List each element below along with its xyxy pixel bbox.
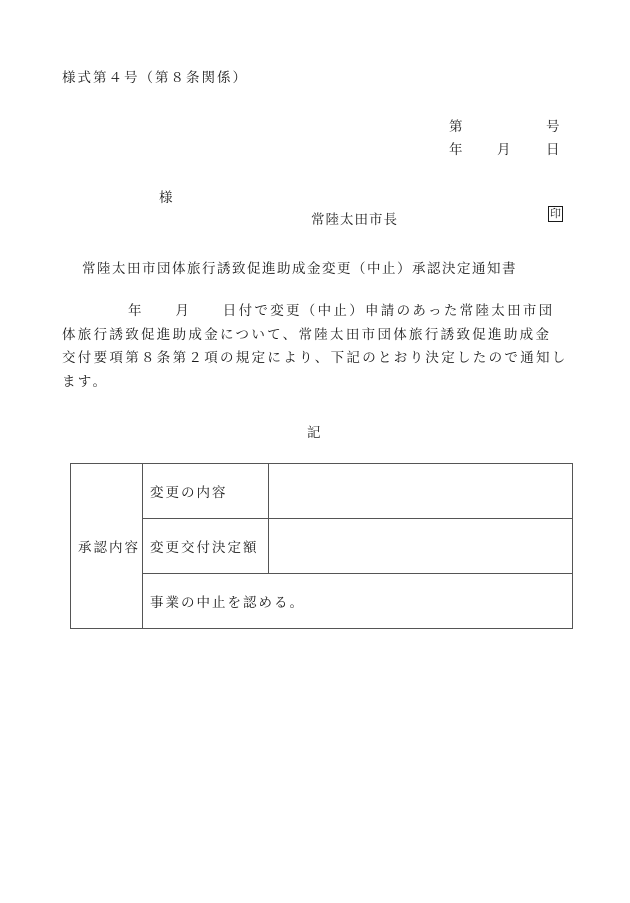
body-line: ます。: [62, 373, 109, 390]
label-changed-amount: 変更交付決定額: [143, 519, 269, 574]
doc-number-suffix: 号: [546, 119, 560, 135]
value-changed-amount[interactable]: [269, 519, 573, 574]
row-header-approval-content: 承認内容: [71, 464, 143, 629]
cancel-approval-text: 事業の中止を認める。: [143, 574, 573, 629]
form-id: 様式第４号（第８条関係）: [62, 70, 248, 86]
body-line: 交付要項第８条第２項の規定により、下記のとおり決定したので通知し: [62, 350, 568, 366]
seal-mark: 印: [550, 207, 561, 220]
date-day: 日: [546, 142, 560, 158]
addressee-suffix: 様: [159, 190, 173, 206]
date-month: 月: [497, 142, 511, 158]
value-change-content[interactable]: [269, 464, 573, 519]
approval-table: [70, 463, 573, 629]
issuer: 常陸太田市長: [311, 212, 398, 228]
document-title: 常陸太田市団体旅行誘致促進助成金変更（中止）承認決定通知書: [82, 261, 517, 277]
ki-heading: 記: [307, 425, 321, 441]
table-row: [71, 519, 573, 574]
label-change-content: 変更の内容: [143, 464, 269, 519]
date-year: 年: [449, 142, 463, 158]
table-row: [71, 464, 573, 519]
body-line: 年 月 日付で変更（中止）申請のあった常陸太田市団: [128, 303, 555, 319]
body-text: [62, 300, 572, 394]
doc-number-prefix: 第: [449, 119, 463, 135]
table-row: [71, 574, 573, 629]
body-line: 体旅行誘致促進助成金について、常陸太田市団体旅行誘致促進助成金: [62, 326, 552, 343]
